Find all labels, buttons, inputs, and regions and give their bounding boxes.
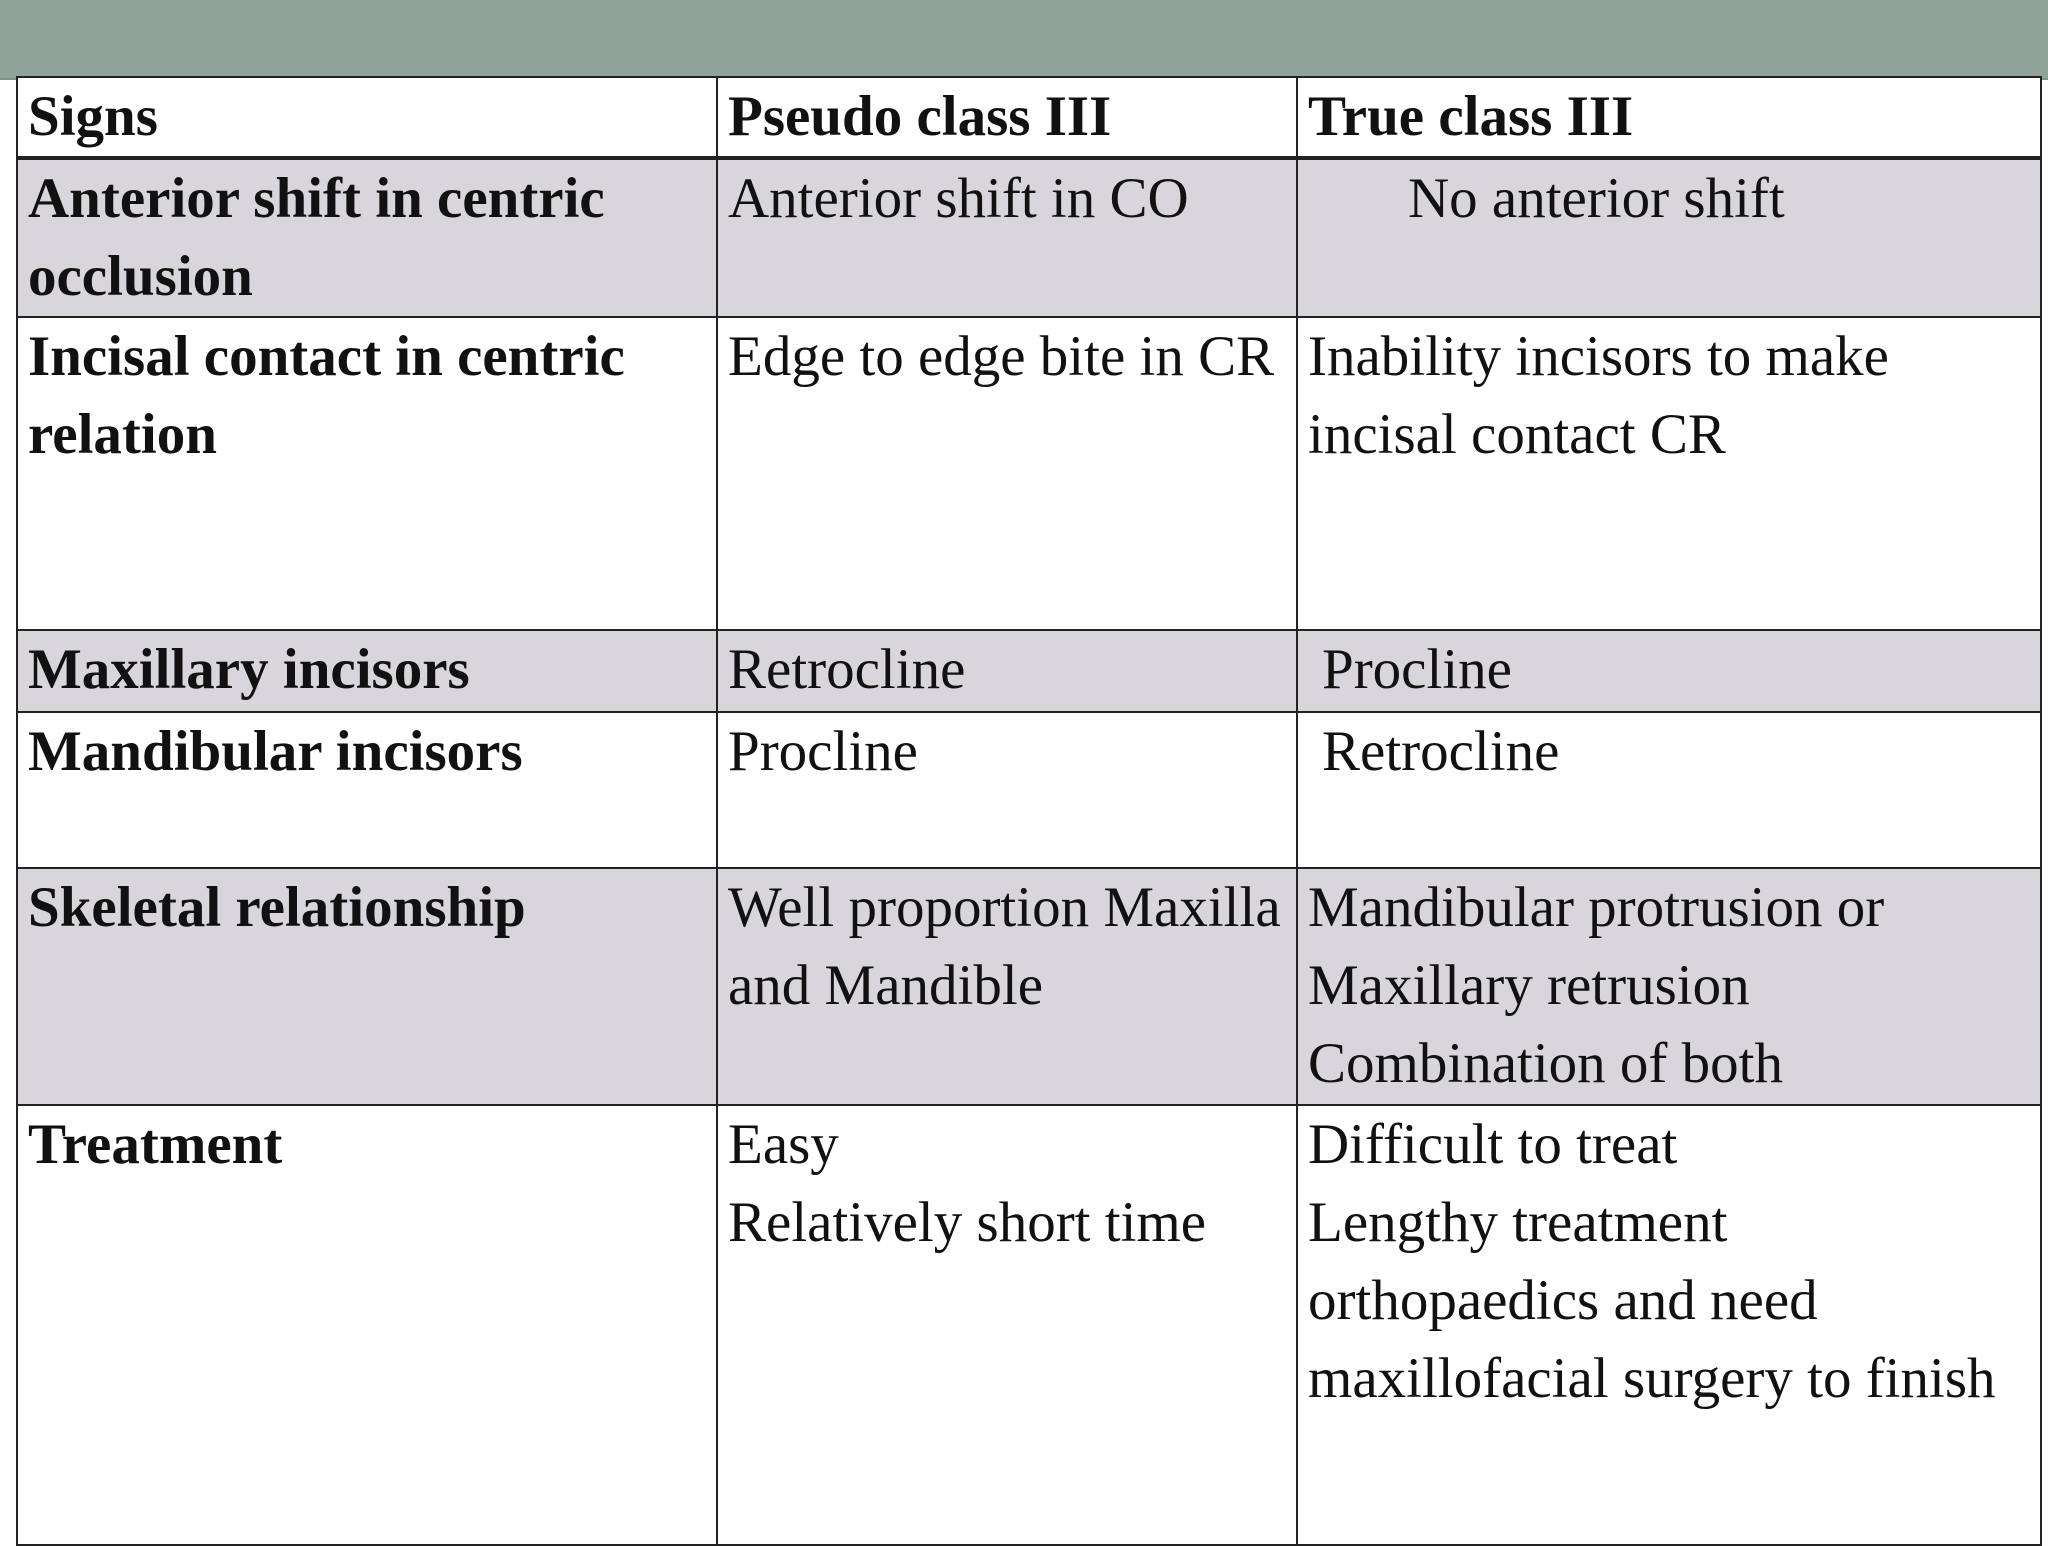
- pseudo-cell: [717, 158, 1297, 317]
- pseudo-cell: [717, 317, 1297, 630]
- true-text: Combination of both: [1308, 1032, 1783, 1096]
- pseudo-text: Edge to edge bite in CR: [728, 325, 1275, 389]
- header-cell-signs: [17, 77, 717, 158]
- header-pseudo-class-iii: Pseudo class III: [728, 85, 1112, 148]
- true-cell: [1297, 868, 2041, 1104]
- true-text: Difficult to treat: [1308, 1112, 1678, 1176]
- true-cell: [1297, 712, 2041, 868]
- true-cell: [1297, 630, 2041, 712]
- sign-cell: [17, 1105, 717, 1545]
- true-cell: [1297, 1105, 2041, 1545]
- sign-text: Mandibular incisors: [28, 720, 523, 784]
- true-text: incisal contact CR: [1308, 403, 1726, 467]
- true-text: Retrocline: [1322, 720, 1560, 784]
- table-row: [17, 868, 2041, 1104]
- sign-text: Skeletal relationship: [28, 876, 526, 940]
- pseudo-text: Anterior shift in CO: [728, 167, 1189, 231]
- pseudo-text: Retrocline: [728, 638, 966, 702]
- true-text: Procline: [1322, 638, 1512, 702]
- sign-cell: [17, 868, 717, 1104]
- sign-text: Treatment: [28, 1112, 283, 1176]
- pseudo-cell: [717, 712, 1297, 868]
- sign-text: Incisal contact in centric: [28, 325, 625, 389]
- header-true-class-iii: True class III: [1308, 85, 1634, 148]
- pseudo-text: Well proportion Maxilla: [728, 876, 1281, 940]
- table-header-row: [17, 77, 2041, 158]
- sign-cell: [17, 317, 717, 630]
- table-row: [17, 712, 2041, 868]
- header-cell-pseudo: [717, 77, 1297, 158]
- comparison-table: [16, 76, 2042, 1546]
- pseudo-text: and Mandible: [728, 954, 1044, 1018]
- table-row: [17, 158, 2041, 317]
- pseudo-cell: [717, 1105, 1297, 1545]
- sign-cell: [17, 712, 717, 868]
- table-row: [17, 317, 2041, 630]
- sign-text: occlusion: [28, 245, 253, 309]
- pseudo-text: Easy: [728, 1112, 839, 1176]
- pseudo-cell: [717, 630, 1297, 712]
- sign-text: Anterior shift in centric: [28, 167, 605, 231]
- slide-top-band: [0, 0, 2048, 80]
- pseudo-text: Procline: [728, 720, 918, 784]
- sign-cell: [17, 630, 717, 712]
- true-text: Lengthy treatment: [1308, 1190, 1728, 1254]
- sign-text: relation: [28, 403, 217, 467]
- sign-text: Maxillary incisors: [28, 638, 470, 702]
- true-cell: [1297, 317, 2041, 630]
- true-text: maxillofacial surgery to finish: [1308, 1346, 1996, 1410]
- true-text: orthopaedics and need: [1308, 1268, 1818, 1332]
- true-text: Inability incisors to make: [1308, 325, 1889, 389]
- header-cell-true: [1297, 77, 2041, 158]
- table-row: [17, 1105, 2041, 1545]
- true-text: Mandibular protrusion or: [1308, 876, 1885, 940]
- sign-cell: [17, 158, 717, 317]
- table-row: [17, 630, 2041, 712]
- pseudo-text: Relatively short time: [728, 1190, 1207, 1254]
- header-signs: Signs: [28, 85, 158, 148]
- true-text: Maxillary retrusion: [1308, 954, 1750, 1018]
- pseudo-cell: [717, 868, 1297, 1104]
- true-cell: [1297, 158, 2041, 317]
- true-text: No anterior shift: [1408, 167, 1785, 231]
